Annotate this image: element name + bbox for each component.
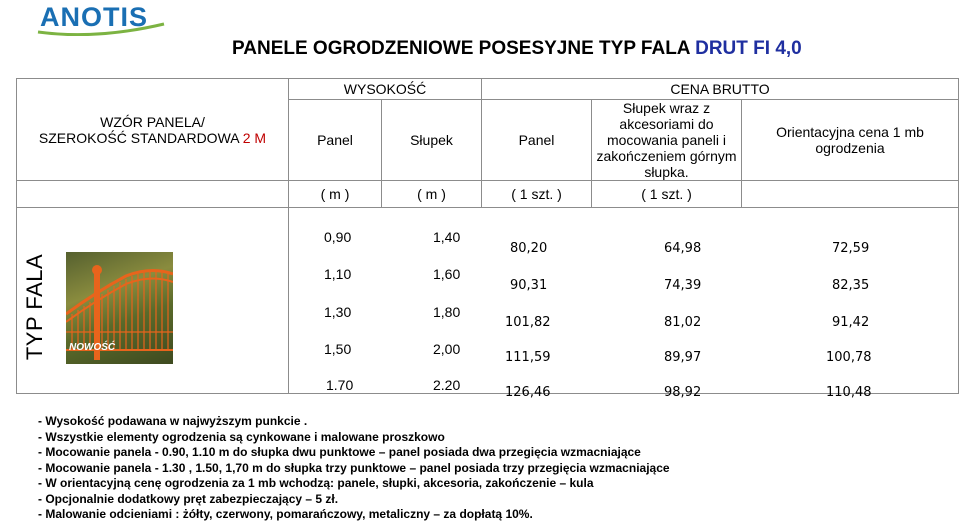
header-wzor-line2	[17, 130, 288, 146]
price-slupek-4: 98,92	[664, 385, 702, 400]
price-panel-0: 80,20	[510, 241, 548, 256]
unit-orient-empty	[742, 181, 959, 208]
notes-list	[38, 414, 670, 523]
unit-panel-price: ( 1 szt. )	[482, 181, 592, 208]
note-item: - Wszystkie elementy ogrodzenia są cynkowane i malowane proszkowo	[38, 429, 445, 444]
nowosc-badge: NOWOŚĆ	[69, 342, 116, 353]
typ-fala-label	[22, 252, 48, 362]
height-slupek-2: 1,80	[433, 304, 461, 320]
header-col-panel: Panel	[289, 100, 382, 181]
note-item: - Opcjonalnie dodatkowy pręt zabezpieczający – 5 zł.	[38, 491, 339, 506]
header-col-slupek-akcesoria: Słupek wraz z akcesoriami do mocowania paneli i zakończeniem górnym słupka.	[592, 100, 742, 181]
note-item: - Malowanie odcieniami : żółty, czerwony, pomarańczowy, metaliczny – za dopłatą 10%.	[38, 507, 533, 521]
price-mb-3: 100,78	[826, 350, 872, 365]
height-panel-3: 1,50	[324, 341, 352, 357]
price-mb-1: 82,35	[832, 278, 870, 293]
price-panel-1: 90,31	[510, 278, 548, 293]
unit-slupek-price: ( 1 szt. )	[592, 181, 742, 208]
note-item: - Wysokość podawana w najwyższym punkcie .	[38, 414, 308, 428]
price-panel-2: 101,82	[505, 315, 551, 330]
price-slupek-1: 74,39	[664, 278, 702, 293]
logo-text: ANOTIS	[40, 2, 149, 32]
unit-panel-height: ( m )	[289, 181, 382, 208]
height-panel-0: 0,90	[324, 229, 352, 245]
data-cell	[289, 208, 959, 394]
header-wzor-line1: WZÓR PANELA/	[100, 113, 205, 130]
note-item: - Mocowanie panela - 0.90, 1.10 m do słupka dwu punktowe – panel posiada dwa przegięcia wzmacniające	[38, 445, 641, 459]
anotis-logo	[36, 2, 166, 36]
price-slupek-3: 89,97	[664, 350, 702, 365]
unit-slupek-height: ( m )	[382, 181, 482, 208]
header-col-slupek: Słupek	[382, 100, 482, 181]
height-panel-2: 1,30	[324, 304, 352, 320]
height-slupek-4: 2.20	[433, 377, 461, 393]
price-slupek-0: 64,98	[664, 241, 702, 256]
height-slupek-1: 1,60	[433, 266, 461, 282]
price-mb-2: 91,42	[832, 315, 870, 330]
price-mb-0: 72,59	[832, 241, 870, 256]
header-col-panel-price: Panel	[482, 100, 592, 181]
header-wzor-size: 2 M	[242, 129, 267, 146]
price-panel-3: 111,59	[505, 350, 551, 365]
price-slupek-2: 81,02	[664, 315, 702, 330]
title-part-main: PANELE OGRODZENIOWE POSESYJNE TYP FALA	[232, 38, 696, 59]
fence-photo	[66, 252, 173, 364]
header-wzor-panela	[17, 79, 289, 181]
title-part-drut: DRUT FI 4,0	[695, 38, 802, 59]
page-title	[232, 38, 802, 60]
price-mb-4: 110,48	[826, 385, 872, 400]
height-panel-1: 1,10	[324, 266, 352, 282]
units-row	[17, 181, 959, 208]
header-cena-brutto: CENA BRUTTO	[482, 79, 959, 100]
height-slupek-0: 1,40	[433, 229, 461, 245]
typ-fala-text: TYP FALA	[22, 253, 47, 361]
height-panel-4: 1.70	[326, 377, 354, 393]
height-slupek-3: 2,00	[433, 341, 461, 357]
header-wysokosc: WYSOKOŚĆ	[289, 79, 482, 100]
header-row-top	[17, 79, 959, 100]
note-item: - W orientacyjną cenę ogrodzenia za 1 mb wchodzą: panele, słupki, akcesoria, zakończenie – kula	[38, 476, 594, 490]
price-panel-4: 126,46	[505, 385, 551, 400]
units-empty	[17, 181, 289, 208]
note-item: - Mocowanie panela - 1.30 , 1.50, 1,70 m do słupka trzy punktowe – panel posiada trzy przegięcia wzmacniające	[38, 460, 670, 475]
header-wzor-szerokosc: SZEROKOŚĆ STANDARDOWA	[38, 129, 243, 146]
header-col-orientacyjna-cena: Orientacyjna cena 1 mb ogrodzenia	[742, 100, 959, 181]
